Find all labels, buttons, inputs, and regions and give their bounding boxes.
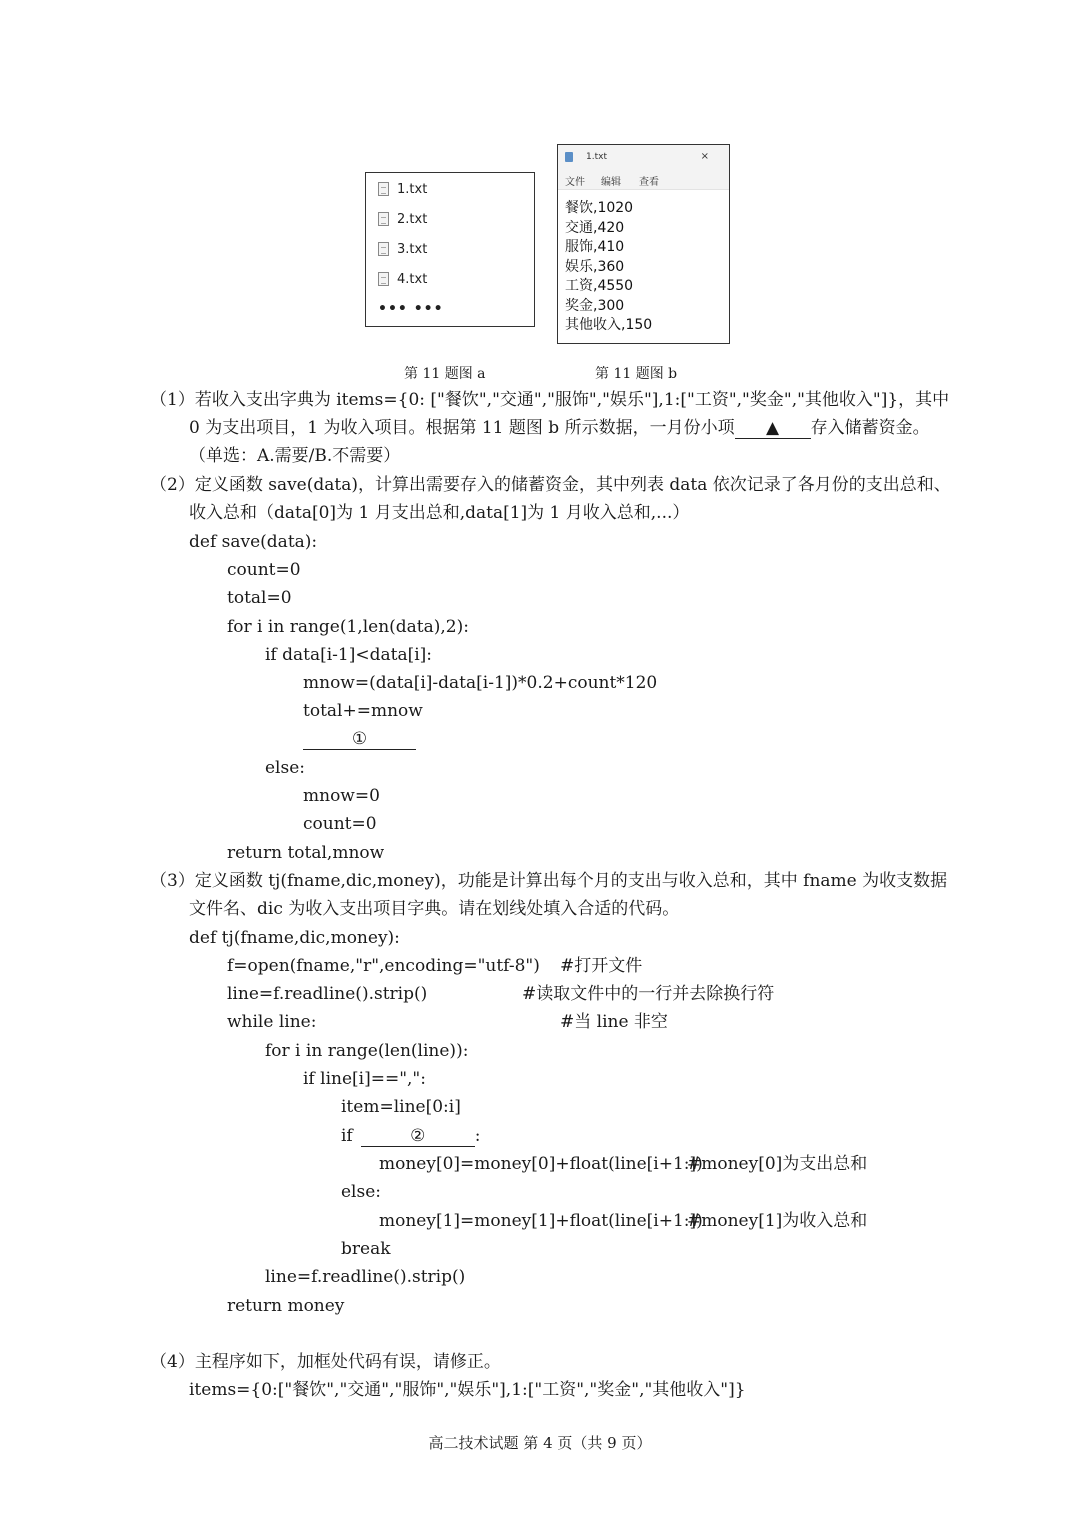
code-line: line=f.readline().strip()	[265, 1267, 466, 1287]
q4-line2: items={0:["餐饮","交通","服饰","娱乐"],1:["工资","奖金","其他收入"]}	[189, 1380, 746, 1400]
code-line: break	[341, 1239, 391, 1259]
code-line: mnow=(data[i]-data[i-1])*0.2+count*120	[303, 673, 658, 693]
menu-edit[interactable]: 编辑	[601, 177, 621, 188]
q1-line1: （1）若收入支出字典为 items={0: ["餐饮","交通","服饰","娱乐"],1:["工资","奖金","其他收入"]}，其中	[150, 390, 950, 410]
answer-blank-triangle[interactable]: ▲	[735, 418, 811, 439]
code-comment: #money[1]为收入总和	[687, 1211, 868, 1231]
content-line: 奖金,300	[565, 297, 625, 314]
code-line: line=f.readline().strip()	[227, 984, 428, 1004]
code-line: for i in range(len(line)):	[265, 1041, 469, 1061]
page-footer: 高二技术试题 第 4 页（共 9 页）	[428, 1434, 652, 1452]
code-line: if data[i-1]<data[i]:	[265, 645, 433, 665]
figure-a-caption: 第 11 题图 a	[404, 366, 486, 382]
file-item[interactable]: 2.txt	[378, 208, 427, 230]
code-line: for i in range(1,len(data),2):	[227, 617, 469, 637]
code-line: if line[i]==",":	[303, 1069, 426, 1089]
code-comment: #当 line 非空	[560, 1012, 668, 1032]
menu-view[interactable]: 查看	[639, 177, 659, 188]
code-comment: #读取文件中的一行并去除换行符	[522, 984, 775, 1004]
file-icon	[378, 212, 389, 226]
file-content[interactable]	[565, 199, 725, 336]
q1-line2: 0 为支出项目，1 为收入项目。根据第 11 题图 b 所示数据，一月份小项 ▲ 存入储蓄资金。	[189, 418, 930, 438]
q2-line2: 收入总和（data[0]为 1 月支出总和,data[1]为 1 月收入总和,...）	[189, 503, 690, 523]
code-line: mnow=0	[303, 786, 380, 806]
code-line: def tj(fname,dic,money):	[189, 928, 400, 948]
code-line: item=line[0:i]	[341, 1097, 461, 1117]
file-icon	[378, 242, 389, 256]
menu-file[interactable]: 文件	[565, 177, 585, 188]
q4-line1: （4）主程序如下，加框处代码有误，请修正。	[150, 1352, 501, 1372]
code-line: return money	[227, 1296, 345, 1316]
window-titlebar	[558, 145, 729, 169]
q3-line2: 文件名、dic 为收入支出项目字典。请在划线处填入合适的代码。	[189, 899, 680, 919]
content-line: 其他收入,150	[565, 317, 653, 333]
figure-b-caption: 第 11 题图 b	[595, 366, 678, 382]
code-line: return total,mnow	[227, 843, 385, 863]
file-item[interactable]: 3.txt	[378, 238, 427, 260]
content-line: 服饰,410	[565, 239, 625, 255]
code-line: count=0	[227, 560, 301, 580]
code-line: f=open(fname,"r",encoding="utf-8")	[227, 956, 540, 976]
code-line-blank	[303, 729, 416, 750]
code-line: else:	[265, 758, 306, 778]
q2-line1: （2）定义函数 save(data)，计算出需要存入的储蓄资金，其中列表 data 依次记录了各月份的支出总和、	[150, 475, 951, 495]
code-line: money[1]=money[1]+float(line[i+1:])	[379, 1211, 703, 1231]
code-line: count=0	[303, 814, 377, 834]
close-icon[interactable]: ×	[700, 151, 709, 162]
code-line: total+=mnow	[303, 701, 423, 721]
code-line-blank: if ② :	[341, 1126, 481, 1146]
notepad-icon	[565, 152, 573, 162]
answer-blank-1[interactable]: ①	[303, 729, 416, 750]
code-line: else:	[341, 1182, 382, 1202]
content-line: 交通,420	[565, 219, 625, 236]
code-line: money[0]=money[0]+float(line[i+1:])	[379, 1154, 703, 1174]
more-files-ellipsis: ••• •••	[378, 301, 444, 317]
figure-b-notepad-window	[557, 144, 730, 344]
content-line: 工资,4550	[565, 278, 634, 294]
window-menu-bar	[558, 169, 729, 190]
code-comment: #money[0]为支出总和	[687, 1154, 868, 1174]
code-comment: #打开文件	[560, 956, 643, 976]
file-item[interactable]: 4.txt	[378, 268, 427, 290]
content-line: 娱乐,360	[565, 258, 625, 275]
file-item[interactable]: 1.txt	[378, 178, 427, 200]
answer-blank-2[interactable]: ②	[361, 1126, 475, 1147]
window-title: 1.txt	[586, 152, 607, 162]
content-line: 餐饮,1020	[565, 200, 634, 216]
q3-line1: （3）定义函数 tj(fname,dic,money)，功能是计算出每个月的支出与收入总和，其中 fname 为收支数据	[150, 871, 948, 891]
figure-a-file-list	[365, 172, 535, 327]
q1-line3: （单选：A.需要/B.不需要）	[189, 446, 401, 466]
file-icon	[378, 182, 389, 196]
code-line: def save(data):	[189, 532, 318, 552]
code-line: while line:	[227, 1012, 317, 1032]
file-icon	[378, 272, 389, 286]
code-line: total=0	[227, 588, 292, 608]
